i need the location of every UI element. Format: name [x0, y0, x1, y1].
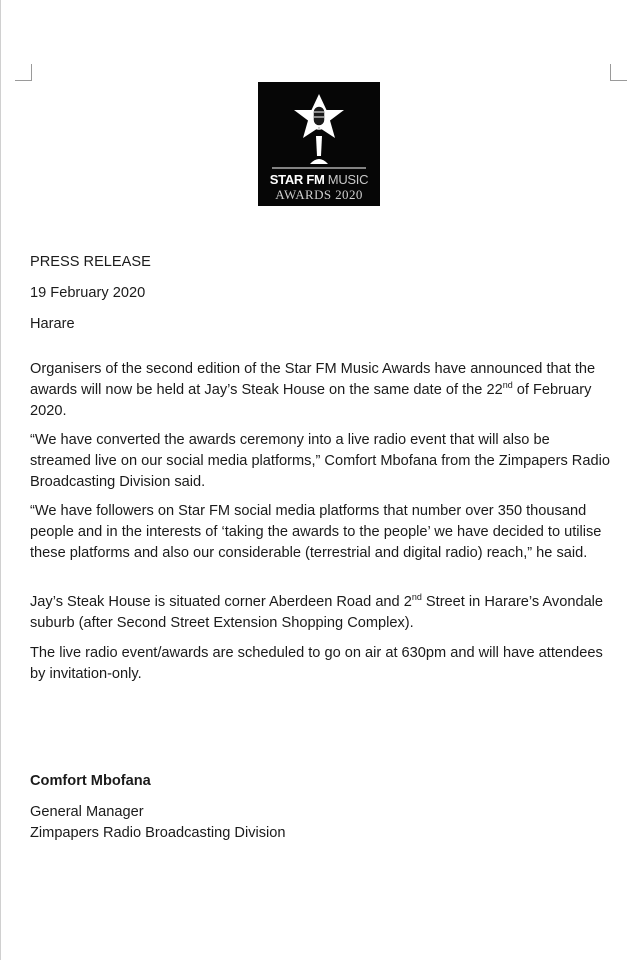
paragraph-venue-location: Jay’s Steak House is situated corner Aberdeen Road and 2nd Street in Harare’s Avondale suburb (after Second Street Extension Shopping Complex). — [30, 591, 604, 631]
star-microphone-icon — [258, 82, 380, 172]
signatory-name: Comfort Mbofana — [30, 773, 151, 789]
logo-subtitle: AWARDS 2020 — [275, 187, 363, 202]
release-city: Harare — [30, 316, 75, 332]
signatory-organisation: Zimpapers Radio Broadcasting Division — [30, 825, 286, 841]
press-release-heading: PRESS RELEASE — [30, 254, 151, 270]
paragraph-live-radio-event: “We have converted the awards ceremony into a live radio event that will also be streamed live on our social media platforms,” Comfort Mbofana from the Zimpapers Radio Broadcasting Division said. — [30, 431, 610, 490]
crop-mark-top-right — [610, 64, 627, 81]
signatory-title: General Manager — [30, 804, 144, 820]
crop-mark-top-left — [15, 64, 32, 81]
logo-title: STAR FM MUSIC — [269, 172, 369, 187]
star-fm-awards-logo — [258, 82, 380, 206]
release-date: 19 February 2020 — [30, 285, 146, 301]
paragraph-venue-announcement: Organisers of the second edition of the Star FM Music Awards have announced that the awards will now be held at Jay’s Steak House on the same date of the 22nd of February 2020. — [30, 360, 596, 419]
paragraph-social-media-followers: “We have followers on Star FM social media platforms that number over 350 thousand people and in the interests of ‘taking the awards to the people’ we have decided to utilise these platforms and also our considerable (terrestrial and digital radio) reach,” he said. — [30, 502, 602, 561]
paragraph-schedule: The live radio event/awards are scheduled to go on air at 630pm and will have attendees by invitation-only. — [30, 644, 603, 682]
